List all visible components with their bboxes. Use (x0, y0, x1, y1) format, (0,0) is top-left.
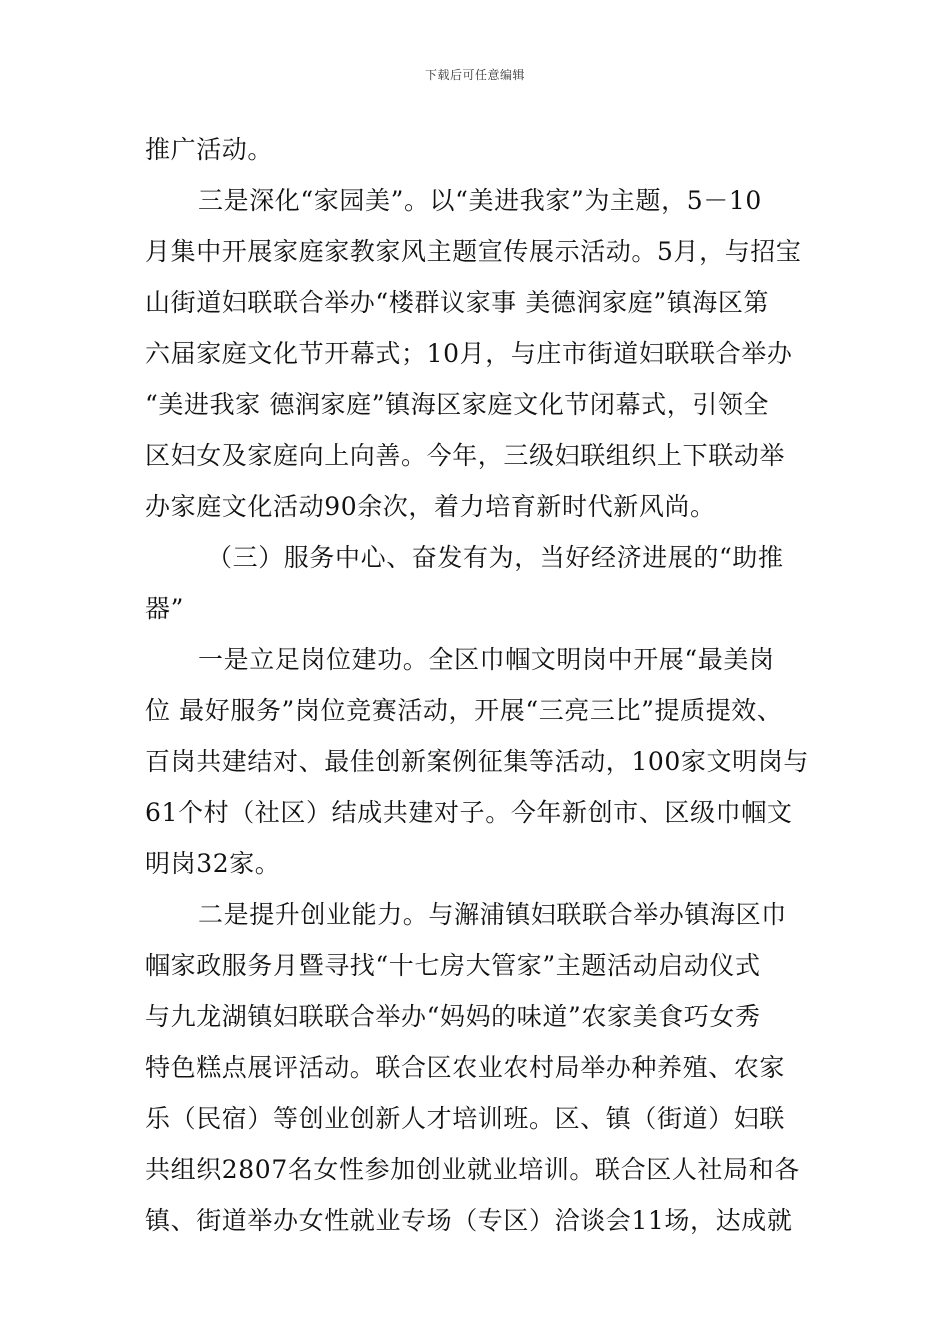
paragraph-line: 山街道妇联联合举办“楼群议家事 美德润家庭”镇海区第 (145, 288, 770, 317)
paragraph-line: 区妇女及家庭向上向善。今年，三级妇联组织上下联动举 (145, 441, 786, 470)
paragraph-line: 与九龙湖镇妇联联合举办“妈妈的味道”农家美食巧女秀 (145, 1002, 761, 1031)
document-body (145, 124, 809, 1246)
paragraph-line: 三是深化“家园美”。以“美进我家”为主题，5－10 (198, 186, 762, 215)
paragraph-line: 六届家庭文化节开幕式；10月，与庄市街道妇联联合举办 (145, 339, 793, 368)
paragraph-line: 镇、街道举办女性就业专场（专区）洽谈会11场，达成就 (145, 1206, 793, 1235)
paragraph-line: 乐（民宿）等创业创新人才培训班。区、镇（街道）妇联 (145, 1104, 786, 1133)
paragraph-line: 位 最好服务”岗位竞赛活动，开展“三亮三比”提质提效、 (145, 696, 783, 725)
paragraph-line: 61个村（社区）结成共建对子。今年新创市、区级巾帼文 (145, 798, 793, 827)
paragraph-line: 特色糕点展评活动。联合区农业农村局举办种养殖、农家 (145, 1053, 786, 1082)
paragraph-line: 办家庭文化活动90余次，着力培育新时代新风尚。 (145, 492, 716, 521)
paragraph-line: 共组织2807名女性参加创业就业培训。联合区人社局和各 (145, 1155, 800, 1184)
paragraph-line: 百岗共建结对、最佳创新案例征集等活动，100家文明岗与 (145, 747, 809, 776)
paragraph-line: 一是立足岗位建功。全区巾帼文明岗中开展“最美岗 (198, 645, 775, 674)
section-heading-line: （三）服务中心、奋发有为，当好经济进展的“助推 (207, 543, 784, 572)
paragraph-line: 推广活动。 (145, 135, 274, 164)
paragraph-line: 月集中开展家庭家教家风主题宣传展示活动。5月，与招宝 (145, 237, 802, 266)
paragraph-line: 帼家政服务月暨寻找“十七房大管家”主题活动启动仪式 (145, 951, 761, 980)
page-header-note: 下载后可任意编辑 (424, 68, 525, 82)
paragraph-line: 明岗32家。 (145, 849, 281, 878)
section-heading-line: 器” (145, 594, 184, 623)
paragraph-line: “美进我家 德润家庭”镇海区家庭文化节闭幕式，引领全 (145, 390, 770, 419)
paragraph-line: 二是提升创业能力。与澥浦镇妇联联合举办镇海区巾 (198, 900, 787, 929)
